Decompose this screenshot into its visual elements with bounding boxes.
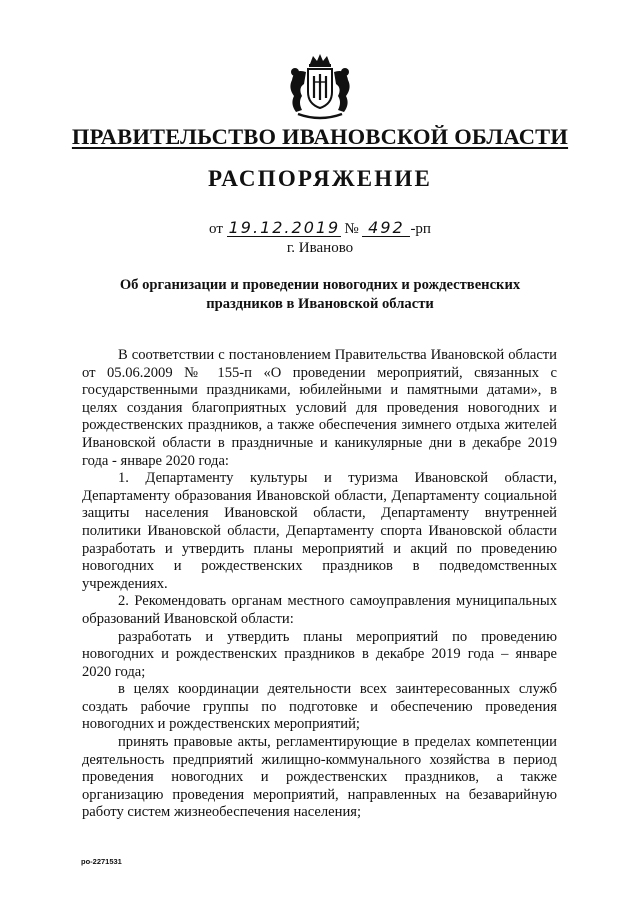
document-date: 19.12.2019	[228, 218, 341, 237]
number-suffix: -рп	[410, 221, 431, 237]
item-2-paragraph: 2. Рекомендовать органам местного самоуправления муниципальных образований Ивановской области:	[82, 593, 557, 627]
item-1-paragraph: 1. Департаменту культуры и туризма Ивановской области, Департаменту образования Ивановской области, Департаменту социальной защиты населения Ивановской области, Департаменту внутренней политики Ивановской области, Департаменту спорта Ивановской области разработать и утвердить планы мероприятий и акций по проведению новогодних и рождественских праздников в подведомственных учреждениях.	[82, 470, 557, 592]
item-2-subparagraph: разработать и утвердить планы мероприятий по проведению новогодних и рождественских праздников в декабре 2019 года – январе 2020 года;	[82, 628, 557, 680]
document-type-title: РАСПОРЯЖЕНИЕ	[207, 166, 433, 191]
document-body	[82, 347, 557, 822]
preamble-paragraph: В соответствии с постановлением Правительства Ивановской области от 05.06.2009 № 155-п «О проведении мероприятий, связанных с государственными праздниками, юбилейными и памятными датами», в целях создания благоприятных условий для проведения новогодних и рождественских праздников, а также обеспечения зимнего отдыха жителей Ивановской области в праздничные и каникулярные дни в декабре 2019 года - январе 2020 года:	[82, 347, 557, 469]
date-number-line	[0, 220, 640, 238]
document-code: ро-2271531	[81, 857, 122, 866]
document-subject: Об организации и проведении новогодних и рождественских праздников в Ивановской области	[119, 277, 521, 312]
item-2-subparagraph: принять правовые акты, регламентирующие в пределах компетенции деятельность предприятий жилищно-коммунального хозяйства в период проведения новогодних и рождественских праздников, а также организацию проведения мероприятий, направленных на безаварийную работу систем жизнеобеспечения населения;	[82, 734, 557, 821]
document-number: 492	[362, 220, 410, 237]
city-name: г. Иваново	[286, 240, 354, 256]
number-sign: №	[344, 221, 359, 237]
government-title: ПРАВИТЕЛЬСТВО ИВАНОВСКОЙ ОБЛАСТИ	[71, 124, 569, 149]
item-2-subparagraph: в целях координации деятельности всех заинтересованных служб создать рабочие группы по подготовке и обеспечению проведения новогодних и рождественских мероприятий;	[82, 681, 557, 733]
date-prefix: от	[209, 221, 223, 237]
coat-of-arms-icon	[280, 52, 360, 122]
